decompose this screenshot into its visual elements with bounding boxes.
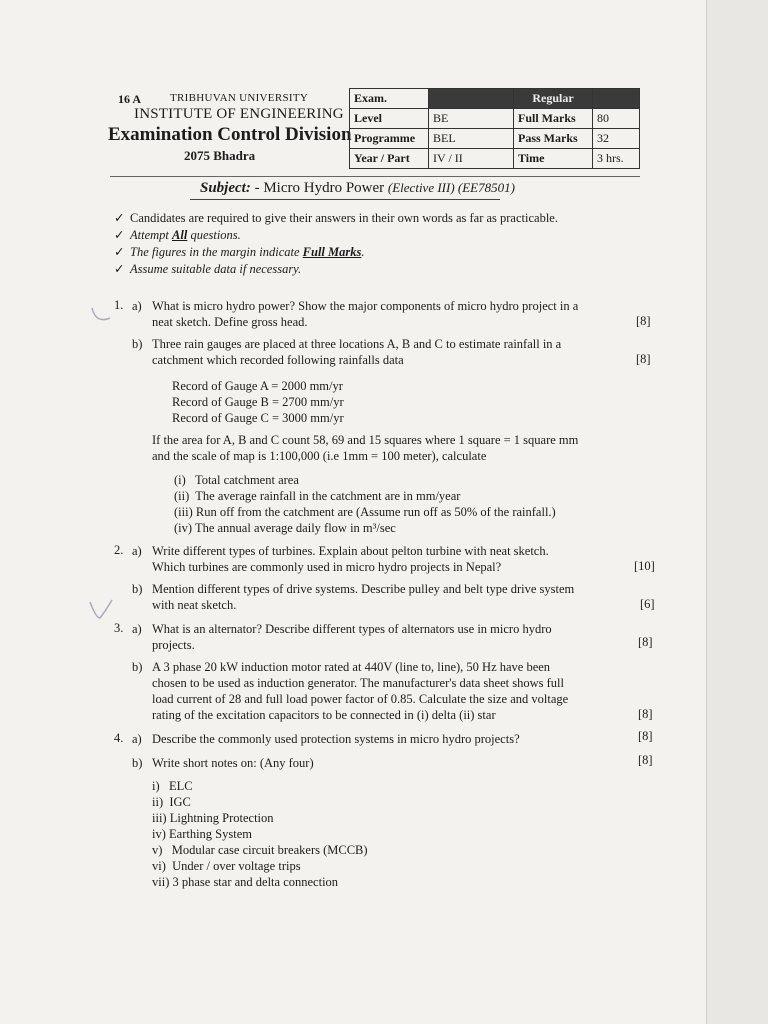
marks: [8]	[638, 753, 653, 767]
gauge-record: Record of Gauge B = 2700 mm/yr	[172, 395, 344, 409]
check-icon: ✓	[114, 228, 125, 242]
pencil-mark-icon	[88, 298, 118, 328]
note-item: vi) Under / over voltage trips	[152, 859, 301, 873]
table-cell: 80	[593, 109, 640, 129]
sub-question: (i) Total catchment area	[174, 473, 299, 487]
instruction-item	[114, 261, 301, 277]
exam-info-table	[349, 88, 640, 169]
question-text: projects.	[152, 638, 195, 652]
table-cell: Regular	[514, 89, 593, 109]
part-label: a)	[132, 299, 142, 313]
sub-question: (ii) The average rainfall in the catchment are in mm/year	[174, 489, 461, 503]
instruction-text: The figures in the margin indicate	[130, 245, 303, 259]
question-text: Write different types of turbines. Explain about pelton turbine with neat sketch.	[152, 544, 549, 558]
table-cell: IV / II	[429, 149, 514, 169]
question-text: If the area for A, B and C count 58, 69 and 15 squares where 1 square = 1 square mm	[152, 433, 579, 447]
note-item: v) Modular case circuit breakers (MCCB)	[152, 843, 368, 857]
table-row	[350, 109, 640, 129]
table-cell: 3 hrs.	[593, 149, 640, 169]
instruction-text: Assume suitable data if necessary.	[130, 262, 302, 276]
note-item: iii) Lightning Protection	[152, 811, 274, 825]
table-cell: Exam.	[350, 89, 429, 109]
marks: [6]	[640, 597, 655, 611]
pencil-tick-icon	[86, 596, 116, 626]
table-row	[350, 129, 640, 149]
marks: [10]	[634, 559, 655, 573]
gauge-record: Record of Gauge C = 3000 mm/yr	[172, 411, 344, 425]
instruction-item	[114, 227, 241, 243]
note-item: vii) 3 phase star and delta connection	[152, 875, 339, 889]
note-item: iv) Earthing System	[152, 827, 252, 841]
check-icon: ✓	[114, 211, 125, 225]
question-text: What is micro hydro power? Show the major components of micro hydro project in a	[152, 299, 579, 313]
question-number: 1.	[114, 298, 124, 312]
table-cell: Time	[514, 149, 593, 169]
question-number: 2.	[114, 543, 124, 557]
question-text: catchment which recorded following rainfalls data	[152, 353, 404, 367]
instruction-emphasis: All	[172, 228, 188, 242]
question-text: Write short notes on: (Any four)	[152, 756, 314, 770]
table-row	[350, 89, 640, 109]
table-cell: BE	[429, 109, 514, 129]
question-text: with neat sketch.	[152, 598, 237, 612]
question-text: neat sketch. Define gross head.	[152, 315, 308, 329]
table-cell: Full Marks	[514, 109, 593, 129]
part-label: a)	[132, 622, 142, 636]
marks: [8]	[636, 352, 651, 366]
question-number: 3.	[114, 621, 124, 635]
instruction-text: .	[361, 245, 365, 259]
sub-question: (iii) Run off from the catchment are (Assume run off as 50% of the rainfall.)	[174, 505, 556, 519]
marks: [8]	[638, 635, 653, 649]
marks: [8]	[636, 314, 651, 328]
question-text: What is an alternator? Describe different types of alternators use in micro hydro	[152, 622, 552, 636]
part-label: b)	[132, 756, 143, 770]
note-item: ii) IGC	[152, 795, 191, 809]
question-text: chosen to be used as induction generator. The manufacturer's data sheet shows full	[152, 676, 564, 690]
part-label: b)	[132, 660, 143, 674]
division-title: Examination Control Division	[108, 124, 352, 145]
check-icon: ✓	[114, 245, 125, 259]
question-text: and the scale of map is 1:100,000 (i.e 1mm = 100 meter), calculate	[152, 449, 487, 463]
instruction-emphasis: Full Marks	[302, 245, 362, 259]
divider	[110, 176, 640, 177]
instruction-text: Candidates are required to give their answers in their own words as far as practicable.	[130, 211, 558, 225]
instruction-text: Attempt	[130, 228, 173, 242]
part-label: b)	[132, 582, 143, 596]
exam-year: 2075 Bhadra	[184, 148, 256, 163]
divider	[190, 199, 500, 200]
table-cell: Programme	[350, 129, 429, 149]
table-cell	[429, 89, 514, 109]
part-label: a)	[132, 732, 142, 746]
adjacent-page-edge	[706, 0, 768, 1024]
marks: [8]	[638, 707, 653, 721]
question-text: A 3 phase 20 kW induction motor rated at 440V (line to, line), 50 Hz have been	[152, 660, 551, 674]
question-text: Which turbines are commonly used in micro hydro projects in Nepal?	[152, 560, 502, 574]
marks: [8]	[638, 729, 653, 743]
paper-code: 16 A	[118, 92, 142, 106]
instruction-text: questions.	[187, 228, 241, 242]
question-text: rating of the excitation capacitors to be connected in (i) delta (ii) star	[152, 708, 496, 722]
subject-label: Subject:	[200, 180, 251, 196]
check-icon: ✓	[114, 262, 125, 276]
question-text: Describe the commonly used protection systems in micro hydro projects?	[152, 732, 520, 746]
table-cell: 32	[593, 129, 640, 149]
instruction-item	[114, 244, 365, 260]
table-row	[350, 149, 640, 169]
table-cell	[593, 89, 640, 109]
question-text: Mention different types of drive systems. Describe pulley and belt type drive system	[152, 582, 575, 596]
note-item: i) ELC	[152, 779, 193, 793]
subject-detail: (Elective III) (EE78501)	[387, 180, 515, 195]
table-cell: BEL	[429, 129, 514, 149]
subject-line	[200, 180, 515, 197]
table-cell: Level	[350, 109, 429, 129]
gauge-record: Record of Gauge A = 2000 mm/yr	[172, 379, 343, 393]
university-name: TRIBHUVAN UNIVERSITY	[170, 92, 309, 104]
instruction-item	[114, 210, 558, 226]
subject-name: - Micro Hydro Power	[254, 180, 385, 196]
part-label: a)	[132, 544, 142, 558]
institute-name: INSTITUTE OF ENGINEERING	[134, 106, 344, 122]
question-text: Three rain gauges are placed at three locations A, B and C to estimate rainfall in a	[152, 337, 562, 351]
question-text: load current of 28 and full load power factor of 0.85. Calculate the size and voltage	[152, 692, 569, 706]
table-cell: Pass Marks	[514, 129, 593, 149]
sub-question: (iv) The annual average daily flow in m³/sec	[174, 521, 396, 535]
question-number: 4.	[114, 731, 124, 745]
table-cell: Year / Part	[350, 149, 429, 169]
part-label: b)	[132, 337, 143, 351]
